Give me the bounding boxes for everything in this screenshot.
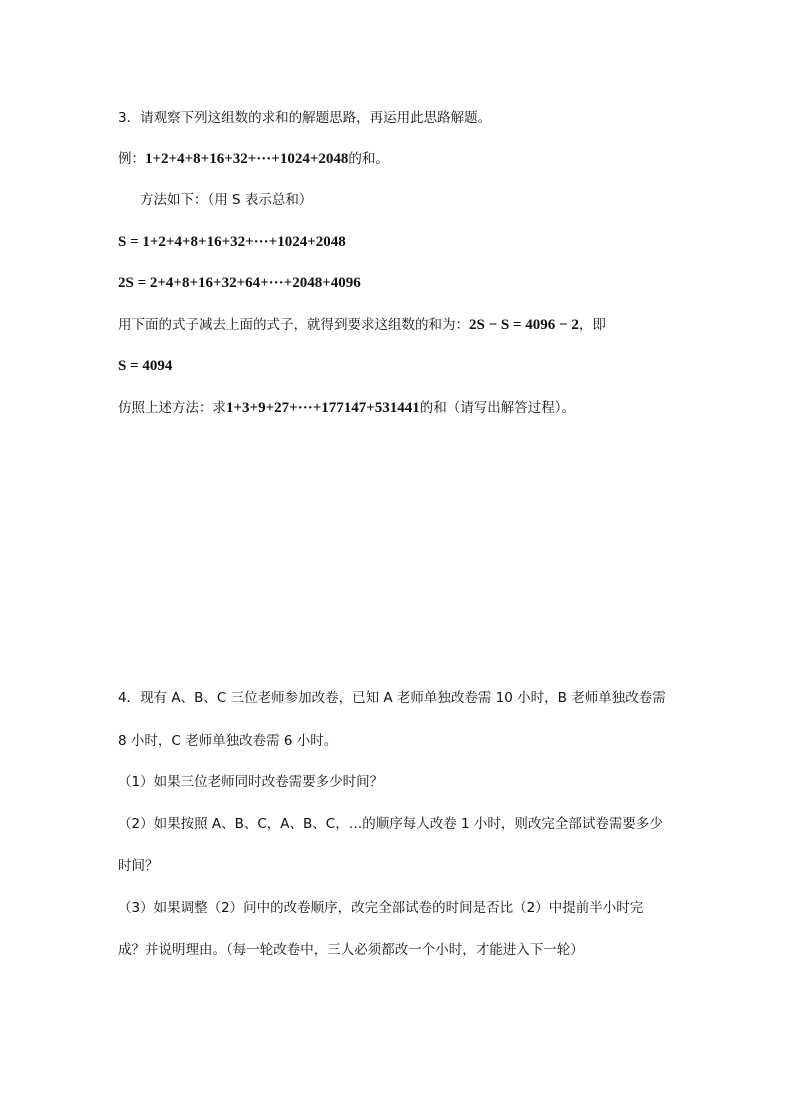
problem4-question-3-line2: 成？并说明理由。（每一轮改卷中，三人必须都改一个小时，才能进入下一轮） (118, 942, 584, 958)
problem4-question-1: （1）如果三位老师同时改卷需要多少时间？ (118, 774, 384, 790)
subtract-expression: 2S − S = 4096 − 2 (469, 317, 579, 333)
problem4-line1: 4．现有 A、B、C 三位老师参加改卷，已知 A 老师单独改卷需 10 小时，B 老师单独改卷需 (118, 690, 666, 706)
problem4-question-2-line1: （2）如果按照 A、B、C，A、B、C，…的顺序每人改卷 1 小时，则改完全部试卷需要多少 (118, 816, 663, 832)
problem4-question-3-line1: （3）如果调整（2）问中的改卷顺序，改完全部试卷的时间是否比（2）中提前半小时完 (118, 900, 644, 916)
result-equation: S = 4094 (118, 358, 173, 374)
example-suffix: 的和。 (348, 151, 389, 167)
example-prefix: 例： (118, 151, 145, 167)
problem4-line2: 8 小时，C 老师单独改卷需 6 小时。 (118, 733, 338, 749)
problem3-example (118, 149, 389, 169)
equation-1: S = 1+2+4+8+16+32+···+1024+2048 (118, 234, 346, 250)
subtract-suffix: ，即 (578, 317, 606, 333)
problem3-heading: 3．请观察下列这组数的求和的解题思路，再运用此思路解题。 (118, 110, 492, 126)
task-line (118, 398, 575, 418)
equation-2: 2S = 2+4+8+16+32+64+···+2048+4096 (118, 275, 361, 291)
subtract-text: 用下面的式子减去上面的式子，就得到要求这组数的和为： (118, 317, 469, 333)
subtract-line (118, 315, 606, 335)
method-intro: 方法如下：（用 S 表示总和） (140, 192, 313, 208)
task-expression: 1+3+9+27+···+177147+531441 (226, 400, 420, 416)
task-prefix: 仿照上述方法：求 (118, 400, 226, 416)
task-suffix: 的和（请写出解答过程）。 (419, 400, 576, 416)
example-expression: 1+2+4+8+16+32+···+1024+2048 (145, 151, 349, 167)
problem4-question-2-line2: 时间？ (118, 858, 159, 874)
